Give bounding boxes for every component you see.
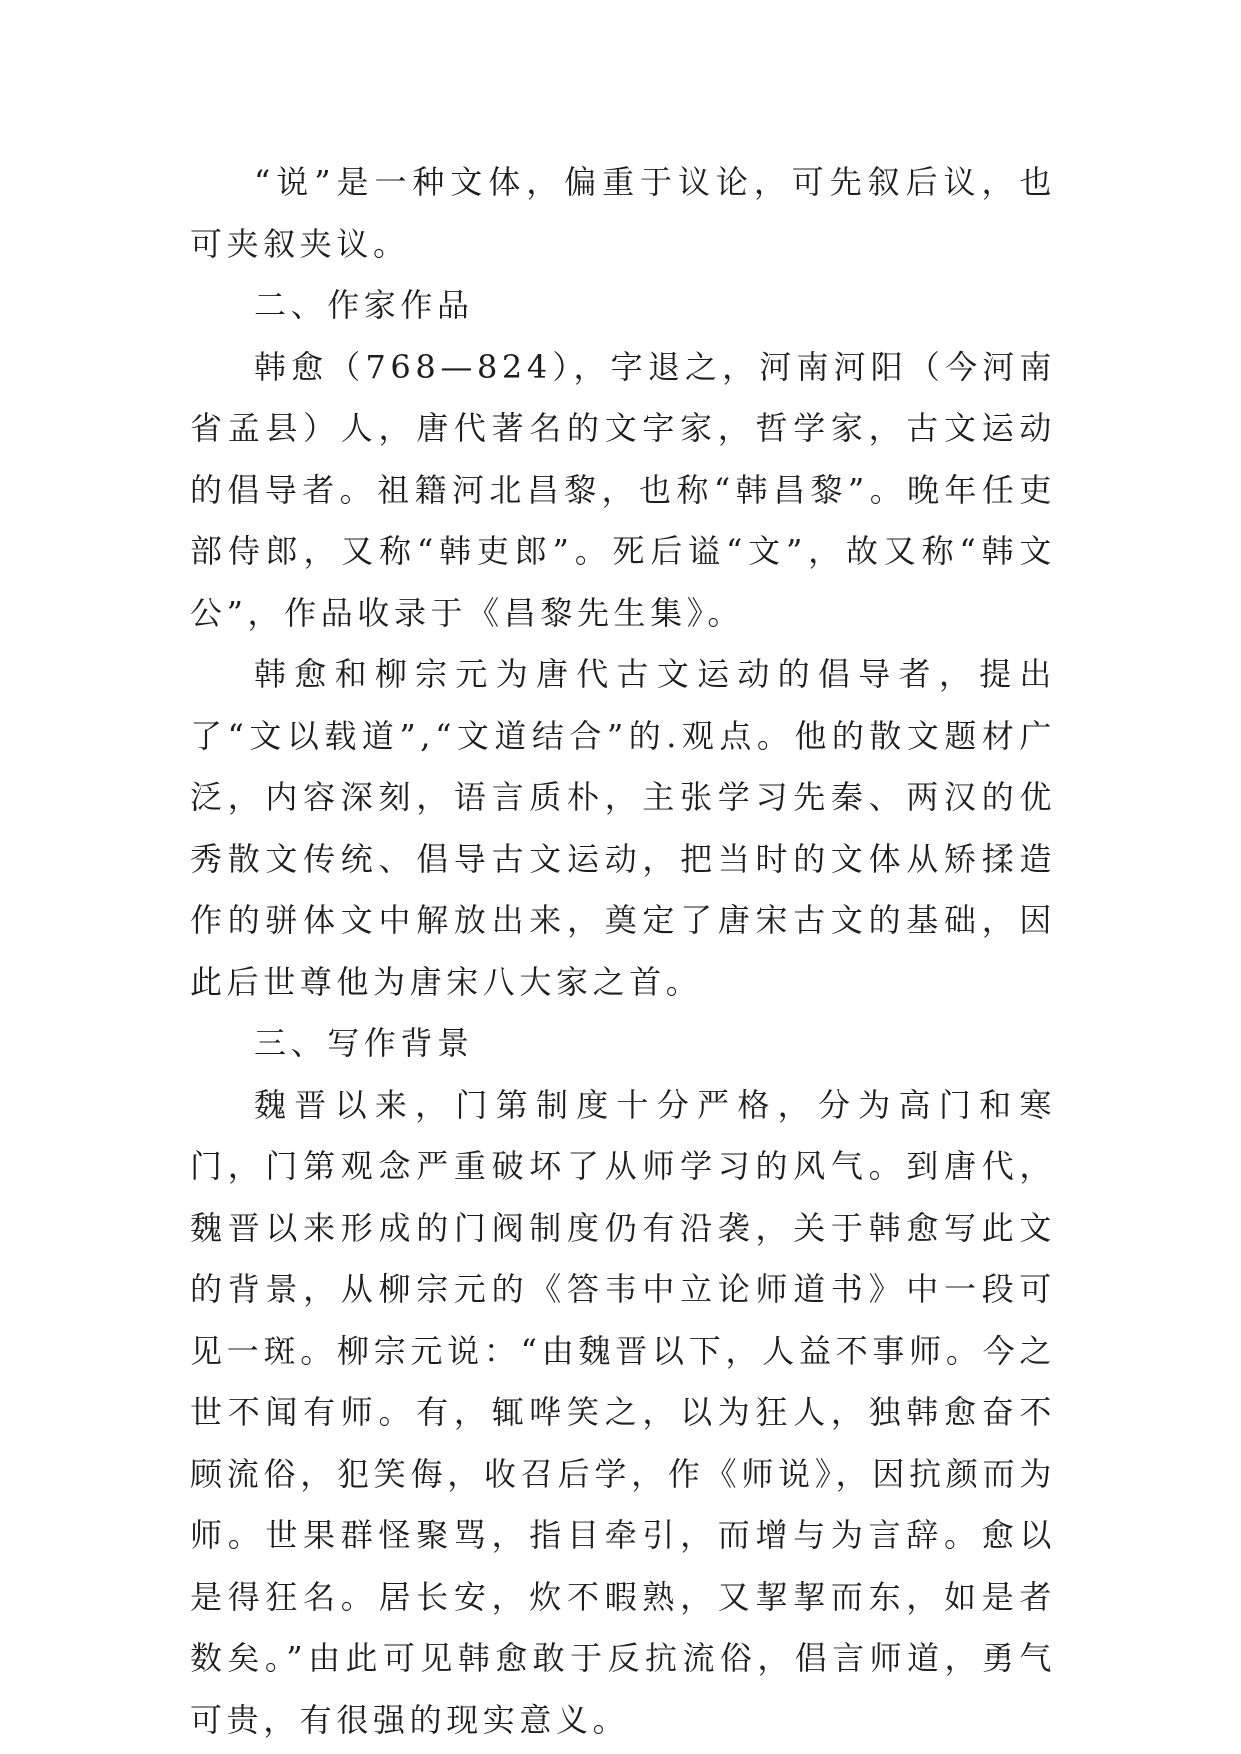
paragraph-genre-intro: “说”是一种文体，偏重于议论，可先叙后议，也可夹叙夹议。	[190, 163, 1056, 263]
paragraph-han-yu-bio: 韩愈（768—824），字退之，河南河阳（今河南省孟县）人，唐代著名的文字家，哲学家，古文运动的倡导者。祖籍河北昌黎，也称“韩昌黎”。晚年任吏部侍郎，又称“韩吏郎”。死后谥“文”，故又称“韩文公”，作品收录于《昌黎先生集》。	[190, 347, 1056, 632]
section-heading-background: 三、写作背景	[254, 1024, 474, 1062]
paragraph-guwen-movement: 韩愈和柳宗元为唐代古文运动的倡导者，提出了“文以载道”,“文道结合”的.观点。他的散文题材广泛，内容深刻，语言质朴，主张学习先秦、两汉的优秀散文传统、倡导古文运动，把当时的文体从矫揉造作的骈体文中解放出来，奠定了唐宋古文的基础，因此后世尊他为唐宋八大家之首。	[190, 655, 1056, 1001]
document-page	[190, 152, 1056, 1751]
paragraph-writing-background: 魏晋以来，门第制度十分严格，分为高门和寒门，门第观念严重破坏了从师学习的风气。到唐代，魏晋以来形成的门阀制度仍有沿袭，关于韩愈写此文的背景，从柳宗元的《答韦中立论师道书》中一段可见一斑。柳宗元说：“由魏晋以下，人益不事师。今之世不闻有师。有，辄哗笑之，以为狂人，独韩愈奋不顾流俗，犯笑侮，收召后学，作《师说》，因抗颜而为师。世果群怪聚骂，指目牵引，而增与为言辞。愈以是得狂名。居长安，炊不暇熟，又挈挈而东，如是者数矣。”由此可见韩愈敢于反抗流俗，倡言师道，勇气可贵，有很强的现实意义。	[190, 1085, 1056, 1739]
section-heading-author-works: 二、作家作品	[254, 286, 474, 324]
